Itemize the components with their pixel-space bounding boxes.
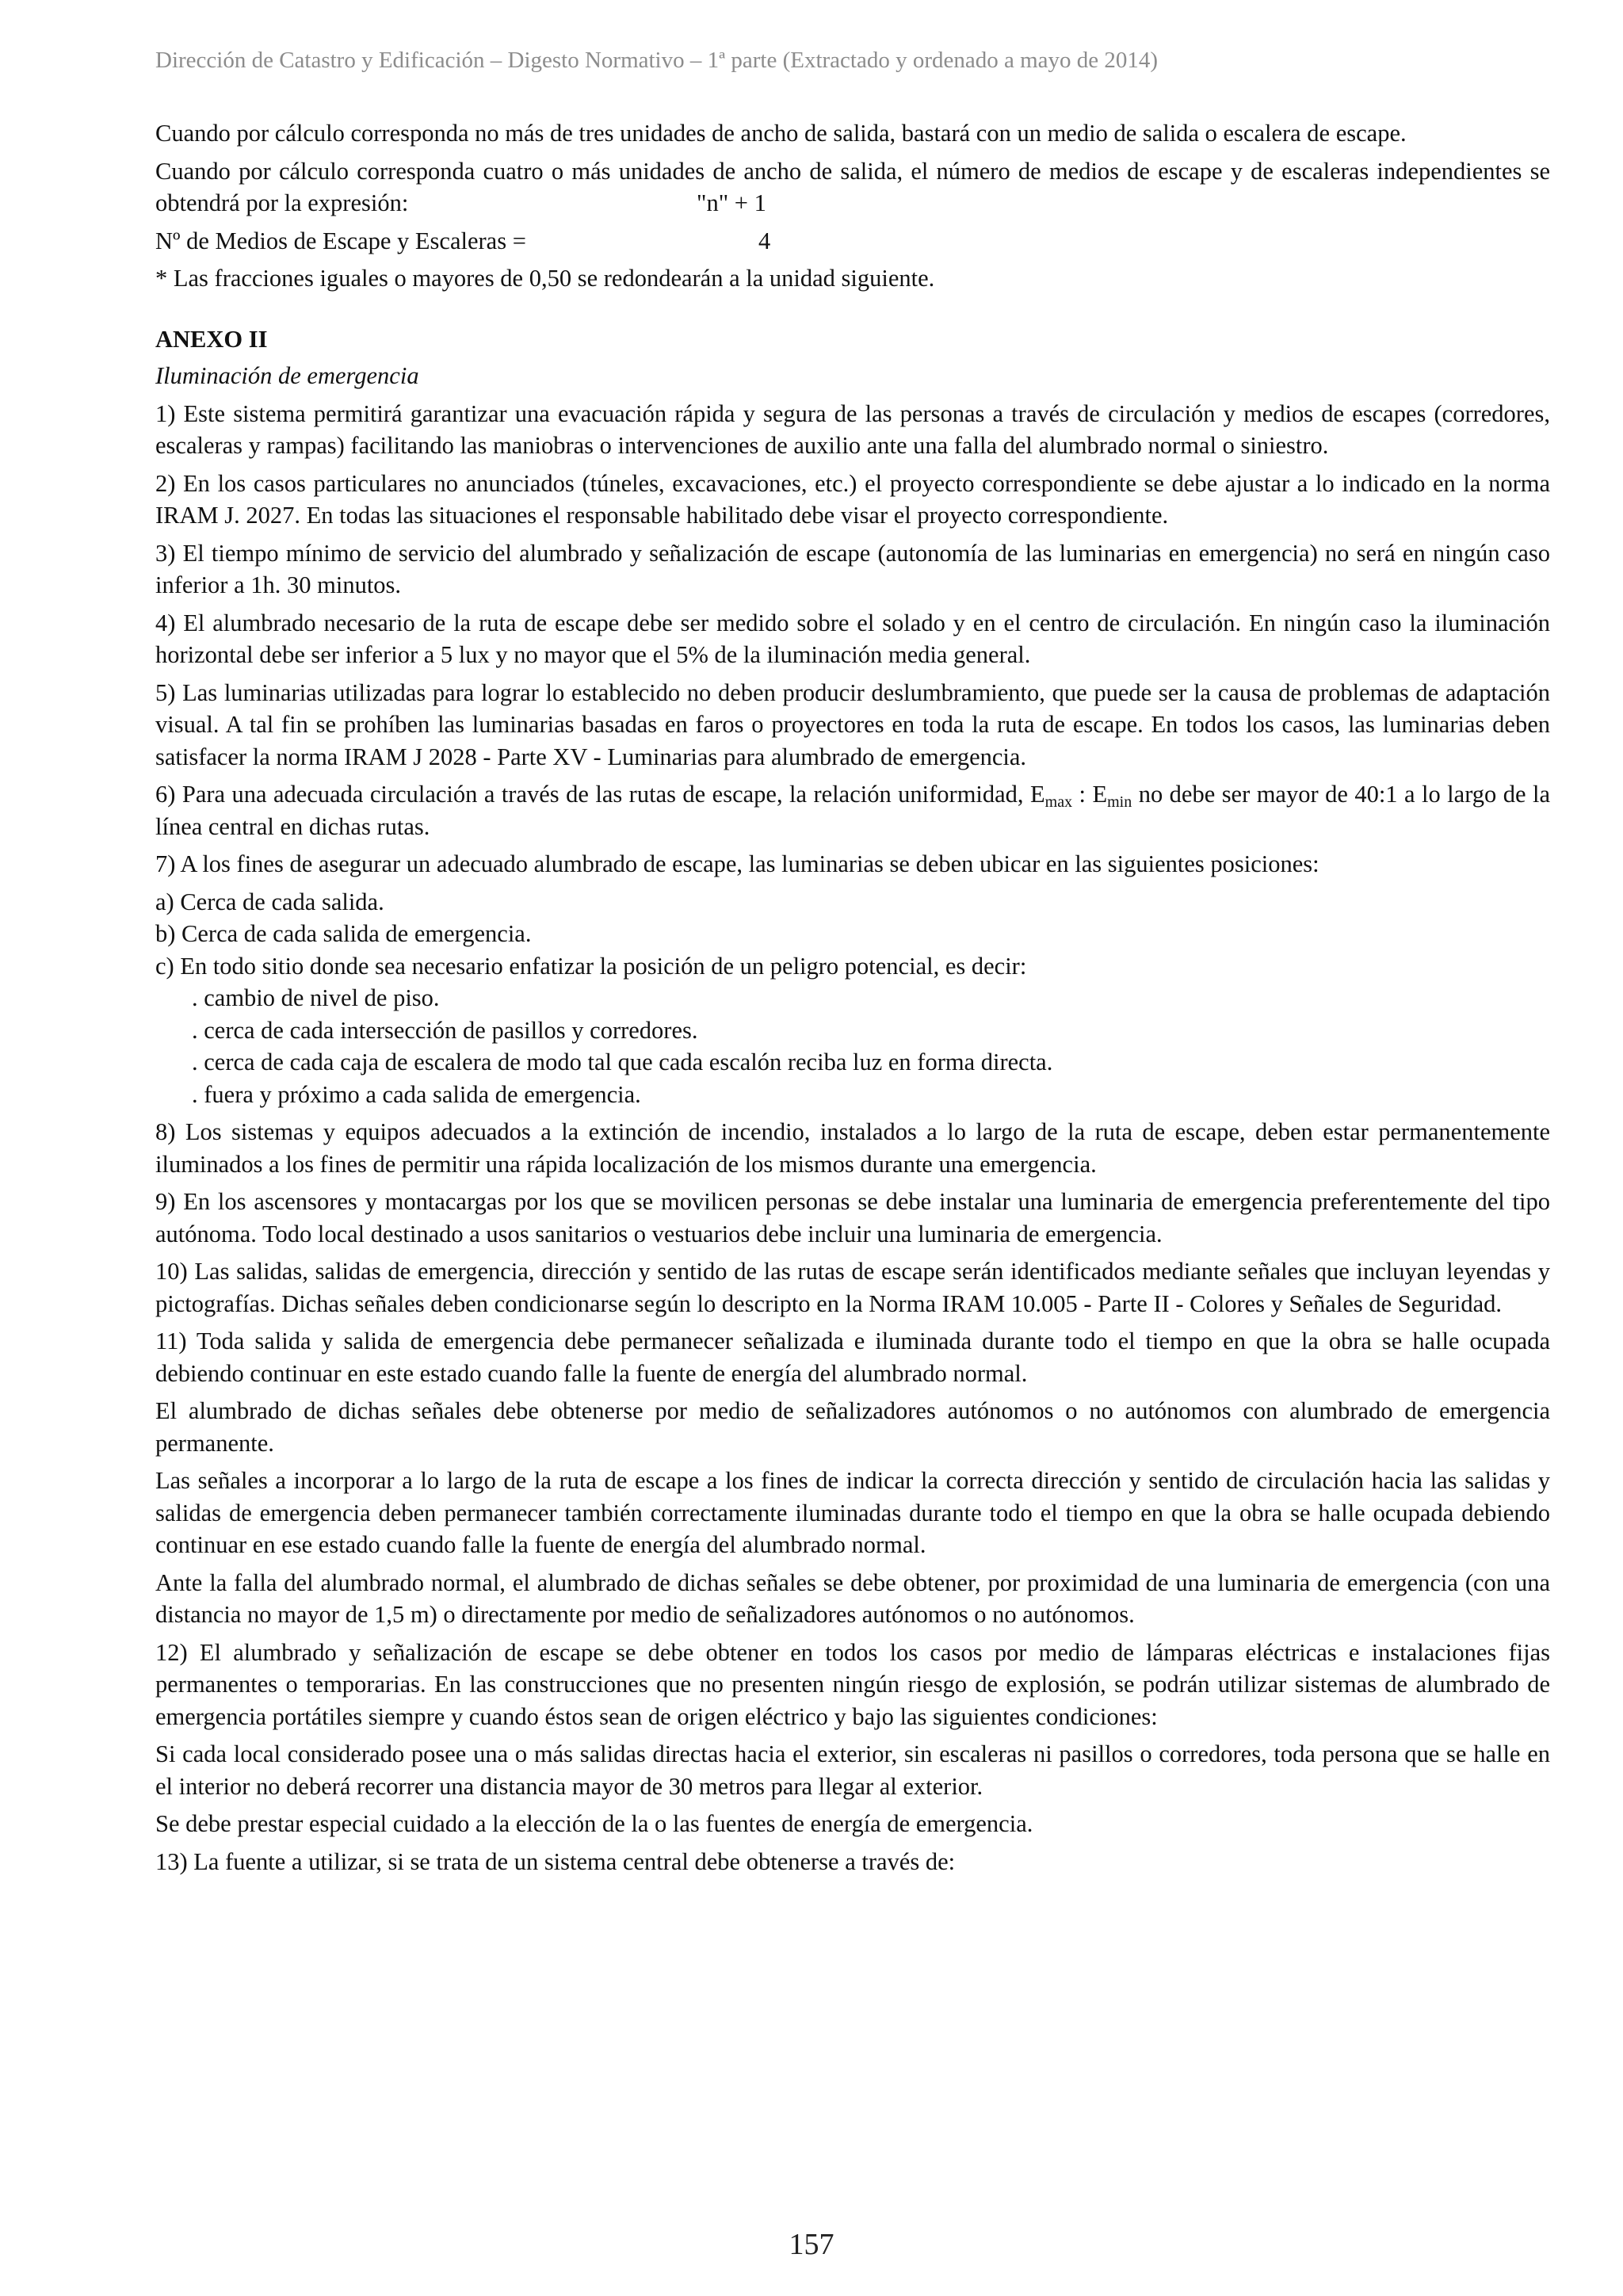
item-11-paragraph-4: Ante la falla del alumbrado normal, el alumbrado de dichas señales se debe obtener, por proximidad de una luminaria de emergencia (con una distancia no mayor de 1,5 m) o directamente por medio de señalizadores autónomos o no autónomos. <box>155 1568 1550 1628</box>
item-1: 1) Este sistema permitirá garantizar una evacuación rápida y segura de las personas a través de circulación y medios de escapes (corredores, escaleras y rampas) facilitando las maniobras o intervenciones de auxilio ante una falla del alumbrado normal o siniestro. <box>155 399 1550 459</box>
item-6-part-c: no debe ser mayor de 40:1 a lo largo de la línea central en dichas rutas. <box>155 781 1551 840</box>
list-item-c1: . cambio de nivel de piso. <box>192 984 440 1011</box>
list-item-c3: . cerca de cada caja de escalera de modo tal que cada escalón reciba luz en forma directa. <box>192 1049 1053 1075</box>
item-8: 8) Los sistemas y equipos adecuados a la extinción de incendio, instalados a lo largo de la ruta de escape, deben estar permanentemente iluminados a los fines de permitir una rápida localización de los mismos durante una emergencia. <box>155 1118 1550 1178</box>
item-12: 12) El alumbrado y señalización de escape se debe obtener en todos los casos por medio de lámparas eléctricas e instalaciones fijas permanentes o temporarias. En las construcciones que no presenten ningún riesgo de explosión, se podrán utilizar sistemas de alumbrado de emergencia portátiles siempre y cuando éstos sean de origen eléctrico y bajo las siguientes condiciones: <box>155 1638 1550 1730</box>
list-item-c: c) En todo sitio donde sea necesario enfatizar la posición de un peligro potencial, es decir: <box>155 952 1027 980</box>
document-body <box>155 117 1550 1883</box>
subscript-max: max <box>1044 793 1073 811</box>
formula-row <box>155 187 1550 220</box>
intro-2-text: Cuando por cálculo corresponda cuatro o más unidades de ancho de salida, el número de medios de escape y de escaleras independientes se obtendrá por la expresión: <box>155 157 1550 216</box>
item-11: 11) Toda salida y salida de emergencia debe permanecer señalizada e iluminada durante todo el tiempo en que la obra se halle ocupada debiendo continuar en este estado cuando falle la fuente de energía del alumbrado normal. <box>155 1328 1550 1387</box>
medios-value: 4 <box>758 227 771 254</box>
item-13: 13) La fuente a utilizar, si se trata de un sistema central debe obtenerse a través de: <box>155 1847 956 1875</box>
item-6 <box>155 778 1550 842</box>
page-number: 157 <box>789 2228 834 2261</box>
item-11-paragraph-2: El alumbrado de dichas señales debe obtenerse por medio de señalizadores autónomos o no autónomos con alumbrado de emergencia permanente. <box>155 1397 1550 1457</box>
item-4: 4) El alumbrado necesario de la ruta de escape debe ser medido sobre el solado y en el centro de circulación. En ningún caso la iluminación horizontal debe ser inferior a 5 lux y no mayor que el 5% de la iluminación media general. <box>155 609 1550 668</box>
item-9: 9) En los ascensores y montacargas por los que se movilicen personas se debe instalar una luminaria de emergencia preferentemente del tipo autónoma. Todo local destinado a usos sanitarios o vestuarios debe incluir una luminaria de emergencia. <box>155 1188 1550 1247</box>
medios-label: Nº de Medios de Escape y Escaleras = <box>155 227 526 254</box>
page-header: Dirección de Catastro y Edificación – Digesto Normativo – 1ª parte (Extractado y ordenado a mayo de 2014) <box>155 48 1159 73</box>
item-12-paragraph-2: Si cada local considerado posee una o más salidas directas hacia el exterior, sin escaleras ni pasillos o corredores, toda persona que se halle en el interior no deberá recorrer una distancia mayor de 30 metros para llegar al exterior. <box>155 1740 1550 1800</box>
list-item-a: a) Cerca de cada salida. <box>155 888 384 915</box>
item-10: 10) Las salidas, salidas de emergencia, dirección y sentido de las rutas de escape serán identificados mediante señales que incluyan leyendas y pictografías. Dichas señales deben condicionarse según lo descripto en la Norma IRAM 10.005 - Parte II - Colores y Señales de Seguridad. <box>155 1258 1550 1317</box>
item-11-paragraph-3: Las señales a incorporar a lo largo de la ruta de escape a los fines de indicar la correcta dirección y sentido de circulación hacia las salidas y salidas de emergencia deben permanecer también correctamente iluminadas durante todo el tiempo en que la obra se halle ocupada debiendo continuar en ese estado cuando falle la fuente de energía del alumbrado normal. <box>155 1467 1550 1558</box>
item-2: 2) En los casos particulares no anunciados (túneles, excavaciones, etc.) el proyecto correspondiente se debe ajustar a lo indicado en la norma IRAM J. 2027. En todas las situaciones el responsable habilitado debe visar el proyecto correspondiente. <box>155 469 1550 529</box>
item-5: 5) Las luminarias utilizadas para lograr lo establecido no deben producir deslumbramiento, que puede ser la causa de problemas de adaptación visual. A tal fin se prohíben las luminarias basadas en faros o proyectores en toda la ruta de escape. En todos los casos, las luminarias deben satisfacer la norma IRAM J 2028 - Parte XV - Luminarias para alumbrado de emergencia. <box>155 678 1550 770</box>
subscript-min: min <box>1107 793 1132 811</box>
formula-text: "n" + 1 <box>697 189 766 216</box>
item-6-part-b: : E <box>1072 781 1108 808</box>
medios-row <box>155 225 1550 258</box>
item-7: 7) A los fines de asegurar un adecuado alumbrado de escape, las luminarias se deben ubicar en las siguientes posiciones: <box>155 850 1319 877</box>
anexo-subtitle: Iluminación de emergencia <box>155 362 419 389</box>
item-7-list <box>155 886 1550 1111</box>
list-item-b: b) Cerca de cada salida de emergencia. <box>155 920 532 947</box>
item-3: 3) El tiempo mínimo de servicio del alumbrado y señalización de escape (autonomía de las luminarias en emergencia) no será en ningún caso inferior a 1h. 30 minutos. <box>155 539 1550 598</box>
list-item-c2: . cerca de cada intersección de pasillos y corredores. <box>192 1016 698 1044</box>
paragraph-note: * Las fracciones iguales o mayores de 0,50 se redondearán a la unidad siguiente. <box>155 265 935 292</box>
list-item-c4: . fuera y próximo a cada salida de emergencia. <box>192 1080 641 1108</box>
anexo-title: ANEXO II <box>155 325 268 353</box>
item-6-part-a: 6) Para una adecuada circulación a través de las rutas de escape, la relación uniformidad, E <box>155 781 1045 808</box>
item-12-paragraph-3: Se debe prestar especial cuidado a la elección de la o las fuentes de energía de emergencia. <box>155 1810 1033 1837</box>
paragraph-intro-1: Cuando por cálculo corresponda no más de tres unidades de ancho de salida, bastará con un medio de salida o escalera de escape. <box>155 120 1407 147</box>
